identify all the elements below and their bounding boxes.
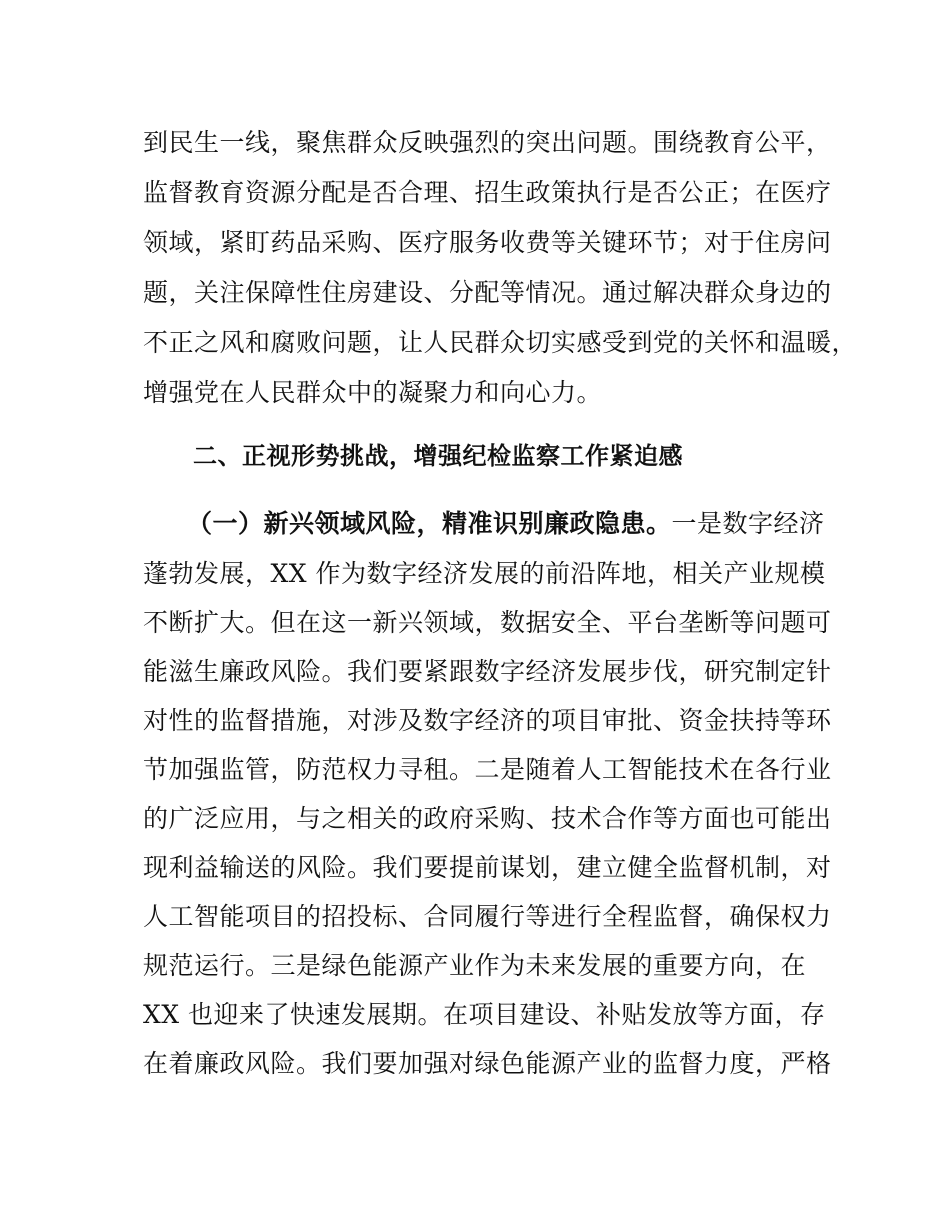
paragraph-line: 监督教育资源分配是否合理、招生政策执行是否公正；在医疗 [143, 178, 832, 207]
paragraph-line: 现利益输送的风险。我们要提前谋划，建立健全监督机制，对 [143, 853, 832, 882]
paragraph-line: 对性的监督措施，对涉及数字经济的项目审批、资金扶持等环 [143, 706, 832, 735]
paragraph-line: 不正之风和腐败问题，让人民群众切实感受到党的关怀和温暖， [143, 328, 858, 357]
paragraph-line: 不断扩大。但在这一新兴领域，数据安全、平台垄断等问题可 [143, 608, 832, 637]
paragraph-line: 领域，紧盯药品采购、医疗服务收费等关键环节；对于住房问 [143, 228, 832, 257]
subsection-title: （一）新兴领域风险，精准识别廉政隐患。 [187, 509, 672, 538]
paragraph-line: 节加强监管，防范权力寻租。二是随着人工智能技术在各行业 [143, 755, 832, 784]
paragraph-line: 人工智能项目的招投标、合同履行等进行全程监督，确保权力 [143, 902, 832, 931]
subsection-first-line-rest: 一是数字经济 [671, 509, 825, 538]
section-heading: 二、正视形势挑战，增强纪检监察工作紧迫感 [193, 442, 683, 470]
paragraph-line: 蓬勃发展，XX 作为数字经济发展的前沿阵地，相关产业规模 [143, 559, 826, 588]
paragraph-line: XX 也迎来了快速发展期。在项目建设、补贴发放等方面，存 [143, 1000, 826, 1029]
paragraph-line: 题，关注保障性住房建设、分配等情况。通过解决群众身边的 [143, 278, 832, 307]
paragraph-line: 到民生一线，聚焦群众反映强烈的突出问题。围绕教育公平， [143, 128, 832, 157]
paragraph-line: 增强党在人民群众中的凝聚力和向心力。 [143, 378, 603, 407]
paragraph-line: 在着廉政风险。我们要加强对绿色能源产业的监督力度，严格 [143, 1049, 832, 1078]
subsection-first-line [187, 508, 867, 540]
paragraph-line: 能滋生廉政风险。我们要紧跟数字经济发展步伐，研究制定针 [143, 657, 832, 686]
paragraph-line: 的广泛应用，与之相关的政府采购、技术合作等方面也可能出 [143, 804, 832, 833]
paragraph-line: 规范运行。三是绿色能源产业作为未来发展的重要方向，在 [143, 951, 807, 980]
